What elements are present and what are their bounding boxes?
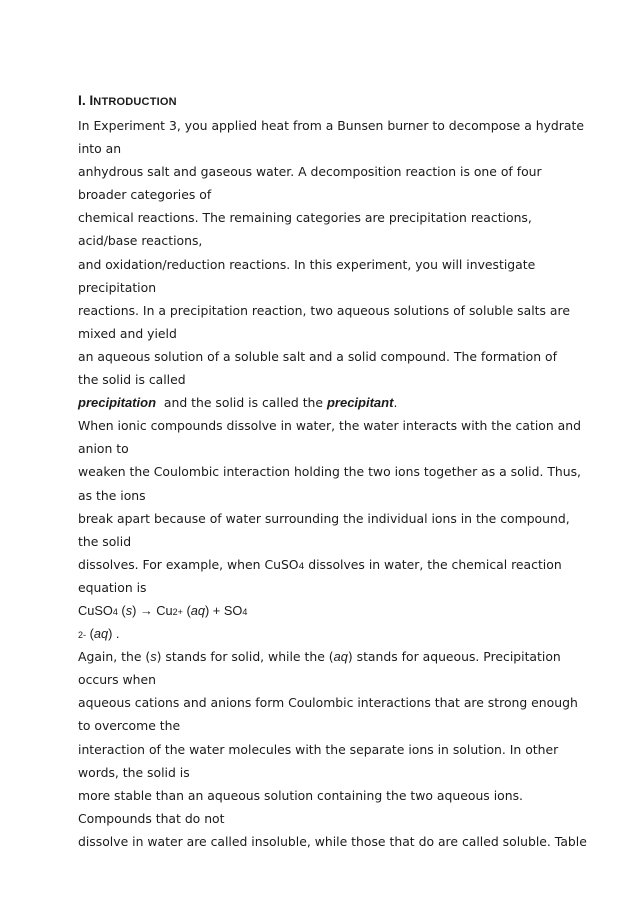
again-line — [78, 645, 568, 668]
dissolves-line — [78, 553, 568, 576]
paragraph-line: mixed and yield — [78, 325, 177, 341]
eq-reactant: CuSO — [78, 602, 113, 618]
eq-open1: ( — [117, 602, 126, 618]
eq-anion-charge: 2- — [78, 630, 87, 641]
term-precipitant: precipitant — [326, 395, 394, 411]
term-precipitation: precipitation — [78, 395, 157, 411]
heading-numeral: I. — [78, 92, 86, 108]
eq-state-aqueous-2: aq — [93, 626, 109, 642]
eq-close2: ) — [204, 602, 210, 618]
paragraph-line: occurs when — [78, 672, 157, 688]
paragraph-line: Compounds that do not — [78, 810, 225, 826]
eq-state-solid: s — [125, 602, 133, 618]
paragraph-line: and oxidation/reduction reactions. In this experiment, you will investigate — [78, 256, 536, 272]
eq-reactant-sub: 4 — [112, 606, 118, 617]
dissolves-after: dissolves in water, the chemical reaction — [304, 556, 562, 572]
paragraph-line: weaken the Coulombic interaction holding the two ions together as a solid. Thus, — [78, 464, 582, 480]
paragraph-line: break apart because of water surrounding the individual ions in the compound, — [78, 510, 570, 526]
paragraph-line: an aqueous solution of a soluble salt and a solid compound. The formation of — [78, 348, 557, 364]
dissolves-before: dissolves. For example, when CuSO — [78, 556, 299, 572]
paragraph-line: the solid is called — [78, 372, 186, 388]
paragraph-line: interaction of the water molecules with the separate ions in solution. In other — [78, 741, 559, 757]
eq-open2: ( — [182, 602, 191, 618]
again-p3: ) stands for aqueous. Precipitation — [347, 649, 561, 665]
eq-open3: ( — [86, 626, 94, 642]
eq-plus: + — [209, 602, 224, 618]
eq-arrow: → — [139, 602, 153, 618]
paragraph-line: In Experiment 3, you applied heat from a Bunsen burner to decompose a hydrate — [78, 118, 584, 133]
section-heading — [78, 90, 568, 114]
paragraph-line: to overcome the — [78, 718, 181, 734]
paragraph-line: the solid — [78, 533, 132, 549]
again-p2: ) stands for solid, while the ( — [156, 649, 334, 665]
definition-end: . — [393, 395, 398, 411]
paragraph-line: anhydrous salt and gaseous water. A decomposition reaction is one of four — [78, 164, 542, 180]
paragraph-line: more stable than an aqueous solution containing the two aqueous ions. — [78, 787, 523, 803]
eq-state-aqueous: aq — [190, 602, 205, 618]
again-solid: s — [150, 649, 157, 665]
paragraph-line: precipitation — [78, 279, 157, 295]
eq-anion-sub: 4 — [242, 606, 248, 617]
formula-subscript: 4 — [298, 561, 305, 572]
definition-middle: and the solid is called the — [156, 395, 327, 411]
eq-cation-charge: 2+ — [172, 606, 183, 617]
paragraph-line: broader categories of — [78, 187, 212, 203]
paragraph-line: dissolve in water are called insoluble, while those that do are called soluble. Table — [78, 833, 587, 849]
again-aqueous: aq — [333, 649, 348, 665]
heading-rest: NTRODUCTION — [93, 96, 177, 108]
eq-close1: ) — [132, 602, 140, 618]
eq-close3: ) . — [108, 626, 120, 642]
eq-anion: SO — [223, 602, 243, 618]
paragraph-line: words, the solid is — [78, 764, 190, 780]
paragraph-line: acid/base reactions, — [78, 233, 203, 249]
paragraph-line: as the ions — [78, 487, 146, 503]
paragraph-line: chemical reactions. The remaining categories are precipitation reactions, — [78, 210, 532, 226]
definition-line — [78, 391, 568, 414]
paragraph-line: reactions. In a precipitation reaction, two aqueous solutions of soluble salts are — [78, 302, 570, 318]
chemical-equation — [78, 599, 568, 622]
paragraph-line: equation is — [78, 579, 147, 595]
paragraph-line: into an — [78, 141, 122, 157]
equation-continuation — [78, 622, 568, 645]
document-page — [78, 90, 587, 853]
eq-cation: Cu — [152, 602, 173, 618]
again-p1: Again, the ( — [78, 649, 151, 665]
heading-initial: I — [89, 92, 94, 108]
paragraph-line: aqueous cations and anions form Coulombic interactions that are strong enough — [78, 695, 578, 711]
paragraph-line: anion to — [78, 441, 129, 457]
paragraph-line: When ionic compounds dissolve in water, the water interacts with the cation and — [78, 418, 581, 434]
